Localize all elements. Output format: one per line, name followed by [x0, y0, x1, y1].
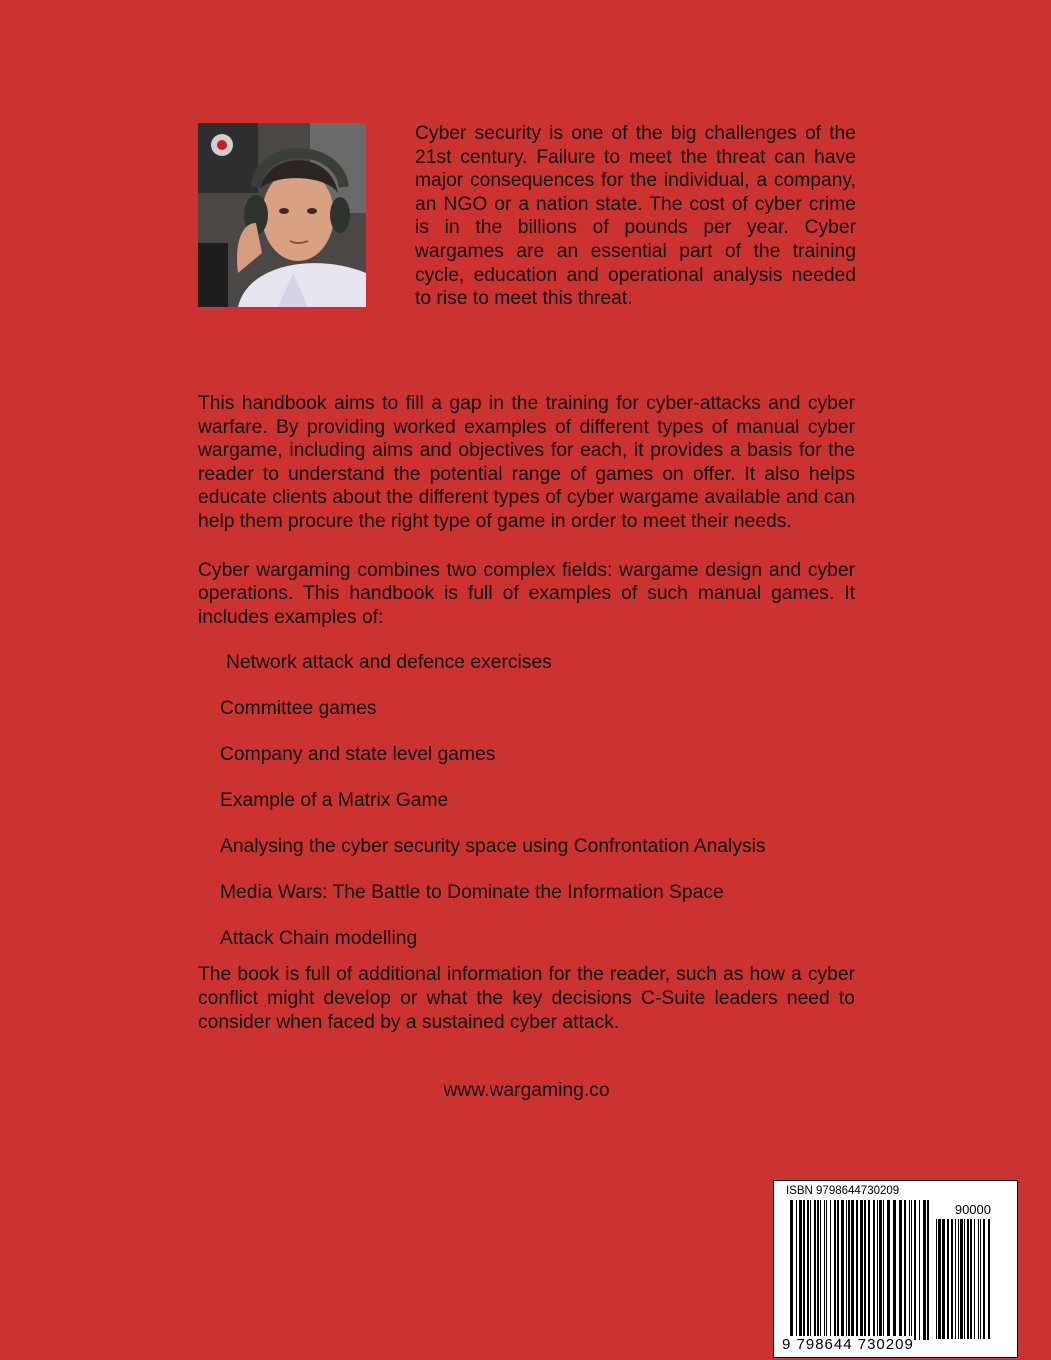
description-paragraph-2: Cyber wargaming combines two complex fields: wargame design and cyber operations. This handbook is full of examples of such manual games. It includes examples of:	[198, 559, 855, 628]
barcode-bars	[790, 1200, 930, 1340]
isbn-label: ISBN 9798644730209	[786, 1185, 900, 1197]
description-paragraph-1: This handbook aims to fill a gap in the training for cyber-attacks and cyber warfare. By providing worked examples of different types of manual cyber wargame, including aims and objectives for each, it provides a basis for the reader to understand the potential range of games on offer. It also helps educate clients about the different types of cyber wargame available and can help them procure the right type of game in order to meet their needs.	[198, 393, 855, 532]
list-item: Company and state level games	[220, 744, 496, 766]
examples-list	[198, 651, 855, 973]
list-item: Attack Chain modelling	[220, 928, 418, 950]
isbn-barcode	[773, 1180, 1018, 1358]
list-item: Example of a Matrix Game	[220, 790, 449, 812]
description-section	[198, 392, 855, 1034]
list-item: Analysing the cyber security space using Confrontation Analysis	[220, 836, 766, 858]
price-code: 90000	[954, 1202, 991, 1217]
intro-paragraph: Cyber security is one of the big challenges of the 21st century. Failure to meet the threat can have major consequences for the individual, a company, an NGO or a nation state. The cost of cyber crime is in the billions of pounds per year. Cyber wargames are an essential part of the training cycle, education and operational analysis needed to rise to meet this threat.	[415, 123, 856, 310]
list-item: Media Wars: The Battle to Dominate the Information Space	[220, 882, 724, 904]
description-paragraph-3: The book is full of additional information for the reader, such as how a cyber conflict might develop or what the key decisions C-Suite leaders need to consider when faced by a sustained cyber attack.	[198, 964, 855, 1033]
list-item: Committee games	[220, 698, 377, 720]
author-photo	[198, 123, 366, 307]
list-item: Network attack and defence exercises	[226, 652, 552, 674]
addon-barcode-bars	[936, 1219, 992, 1339]
barcode-digits: 9 798644 730209	[782, 1336, 914, 1353]
website-url[interactable]: www.wargaming.co	[443, 1080, 610, 1101]
